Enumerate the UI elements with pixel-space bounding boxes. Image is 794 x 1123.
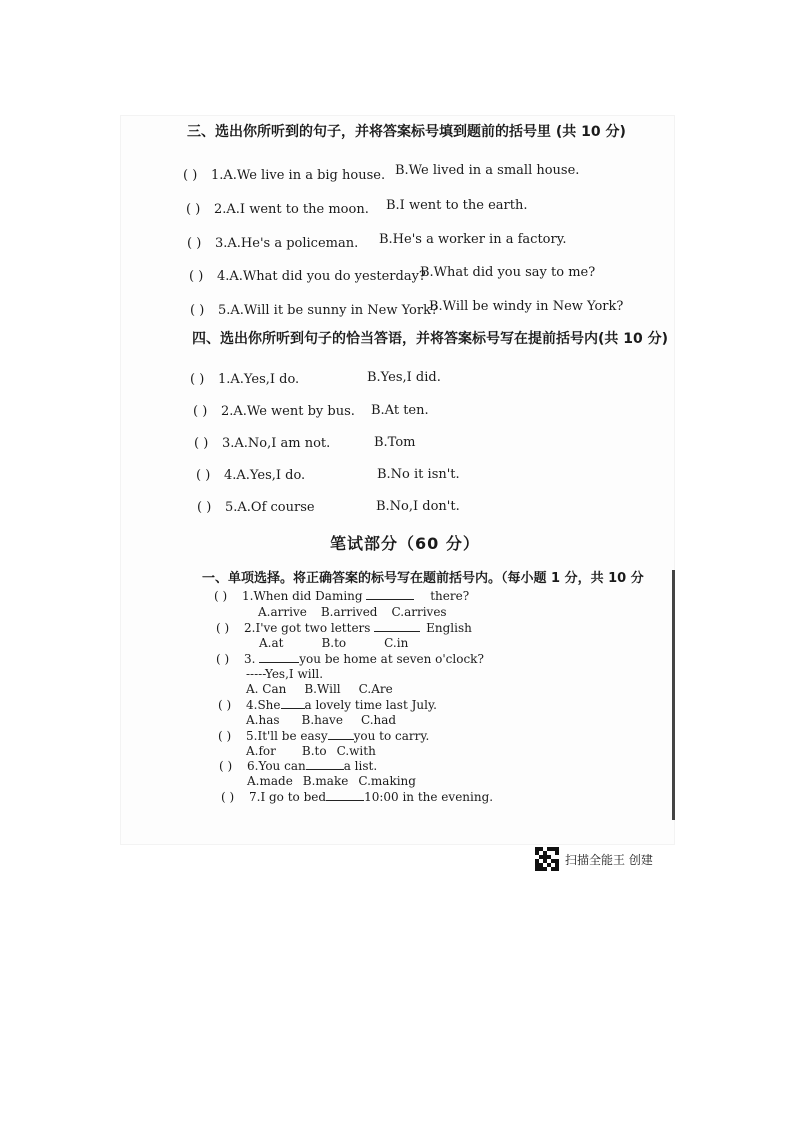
section3-item-4 xyxy=(189,265,596,285)
section3-heading: 三、选出你所听到的句子，并将答案标号填到题前的括号里 (共 10 分) xyxy=(187,124,626,140)
answer-paren[interactable]: ( ) xyxy=(190,372,205,387)
mc-question-1 xyxy=(214,588,469,604)
qr-code-icon xyxy=(535,847,559,871)
section3-item-1 xyxy=(183,163,580,184)
answer-paren[interactable]: ( ) xyxy=(218,698,232,712)
answer-paren[interactable]: ( ) xyxy=(194,436,209,451)
option-b: B.Will be windy in New York? xyxy=(429,299,624,314)
answer-paren[interactable]: ( ) xyxy=(214,589,228,603)
section4-item-4 xyxy=(196,467,460,484)
option-a: A.has xyxy=(246,713,280,727)
section3-item-3 xyxy=(187,232,567,252)
answer-paren[interactable]: ( ) xyxy=(218,729,232,743)
option-b: B.He's a worker in a factory. xyxy=(379,232,567,247)
question-text-post: there? xyxy=(430,589,470,603)
question-text-post: a lovely time last July. xyxy=(304,698,437,712)
mc-options-6 xyxy=(247,773,430,789)
option-b: B.I went to the earth. xyxy=(386,198,528,213)
option-c: C.in xyxy=(384,636,409,650)
option-c: C.making xyxy=(358,774,416,788)
mc-options-2 xyxy=(259,635,422,651)
mc-question-6 xyxy=(219,758,377,774)
question-text-post: you be home at seven o'clock? xyxy=(299,652,484,666)
mc-question-3 xyxy=(216,651,484,667)
scanner-watermark xyxy=(535,847,653,871)
section3-item-5 xyxy=(190,299,624,319)
option-b: B.make xyxy=(302,774,349,788)
section4-item-2 xyxy=(193,403,429,420)
answer-paren[interactable]: ( ) xyxy=(186,202,201,217)
option-c: C.had xyxy=(360,713,397,727)
option-a: A.arrive xyxy=(258,605,307,619)
mc-options-1 xyxy=(258,604,461,620)
section4-item-3 xyxy=(194,435,416,452)
section3-item-2 xyxy=(186,198,528,218)
option-a: A.at xyxy=(259,636,284,650)
mc-answer-line-3: -----Yes,I will. xyxy=(246,667,324,681)
mc-question-7 xyxy=(221,789,493,805)
answer-paren[interactable]: ( ) xyxy=(216,621,230,635)
section4-item-5 xyxy=(197,499,460,516)
question-text-pre: 6.You can xyxy=(247,759,306,773)
option-a: 2.A.We went by bus. xyxy=(221,404,355,419)
question-text-pre: 1.When did Daming xyxy=(242,589,363,603)
mc-options-5 xyxy=(246,743,390,759)
option-a: 2.A.I went to the moon. xyxy=(214,202,369,217)
option-b: B.arrived xyxy=(320,605,378,619)
answer-paren[interactable]: ( ) xyxy=(216,652,230,666)
answer-blank[interactable] xyxy=(281,697,305,709)
mc-options-3 xyxy=(246,681,407,697)
answer-blank[interactable] xyxy=(326,789,364,801)
option-a: A.for xyxy=(246,744,276,758)
question-text-post: a list. xyxy=(343,759,378,773)
option-b: B.No it isn't. xyxy=(377,467,460,482)
answer-paren[interactable]: ( ) xyxy=(183,168,198,183)
option-b: B.Will xyxy=(304,682,341,696)
question-text-pre: 4.She xyxy=(246,698,281,712)
option-b: B.We lived in a small house. xyxy=(395,163,580,178)
written-section1-heading: 一、单项选择。将正确答案的标号写在题前括号内。（每小题 1 分，共 10 分 xyxy=(202,571,644,586)
question-text-pre: 5.It'll be easy xyxy=(246,729,328,743)
question-text-post: you to carry. xyxy=(353,729,430,743)
answer-blank[interactable] xyxy=(374,620,420,632)
option-a: A. Can xyxy=(246,682,287,696)
answer-paren[interactable]: ( ) xyxy=(197,500,212,515)
watermark-label: 扫描全能王 创建 xyxy=(565,852,653,867)
option-a: 5.A.Of course xyxy=(225,500,315,515)
answer-paren[interactable]: ( ) xyxy=(187,236,202,251)
option-a: 1.A.We live in a big house. xyxy=(211,168,386,183)
answer-blank[interactable] xyxy=(366,588,414,600)
answer-paren[interactable]: ( ) xyxy=(190,303,205,318)
option-a: 4.A.What did you do yesterday? xyxy=(217,269,426,284)
scan-edge-line xyxy=(672,570,675,820)
option-a: 5.A.Will it be sunny in New York? xyxy=(218,303,438,318)
option-b: B.What did you say to me? xyxy=(420,265,596,280)
option-a: 4.A.Yes,I do. xyxy=(224,468,306,483)
option-a: 3.A.No,I am not. xyxy=(222,436,331,451)
option-b: B.to xyxy=(301,744,327,758)
question-text-pre: 3. xyxy=(244,652,256,666)
option-b: B.No,I don't. xyxy=(376,499,460,514)
answer-paren[interactable]: ( ) xyxy=(196,468,211,483)
written-part-title: 笔试部分（60 分） xyxy=(330,534,480,553)
option-b: B.Tom xyxy=(374,435,416,450)
mc-question-5 xyxy=(218,728,429,744)
mc-question-4 xyxy=(218,697,437,713)
answer-paren[interactable]: ( ) xyxy=(193,404,208,419)
option-b: B.have xyxy=(301,713,343,727)
option-a: A.made xyxy=(247,774,293,788)
option-c: C.Are xyxy=(358,682,393,696)
answer-blank[interactable] xyxy=(259,651,299,663)
question-text-post: 10:00 in the evening. xyxy=(364,790,494,804)
answer-paren[interactable]: ( ) xyxy=(189,269,204,284)
option-b: B.to xyxy=(321,636,347,650)
question-text-post: English xyxy=(426,621,472,635)
question-text-pre: 7.I go to bed xyxy=(249,790,327,804)
section4-heading: 四、选出你所听到句子的恰当答语，并将答案标号写在提前括号内(共 10 分) xyxy=(192,331,669,347)
option-b: B.At ten. xyxy=(371,403,429,418)
answer-paren[interactable]: ( ) xyxy=(221,790,235,804)
option-c: C.with xyxy=(336,744,376,758)
option-c: C.arrives xyxy=(391,605,447,619)
option-a: 1.A.Yes,I do. xyxy=(218,372,300,387)
mc-options-4 xyxy=(246,712,410,728)
question-text-pre: 2.I've got two letters xyxy=(244,621,371,635)
answer-paren[interactable]: ( ) xyxy=(219,759,233,773)
answer-blank[interactable] xyxy=(328,728,354,740)
option-a: 3.A.He's a policeman. xyxy=(215,236,359,251)
option-b: B.Yes,I did. xyxy=(367,370,441,385)
answer-blank[interactable] xyxy=(306,758,344,770)
section4-item-1 xyxy=(190,370,441,388)
mc-question-2 xyxy=(216,620,472,636)
